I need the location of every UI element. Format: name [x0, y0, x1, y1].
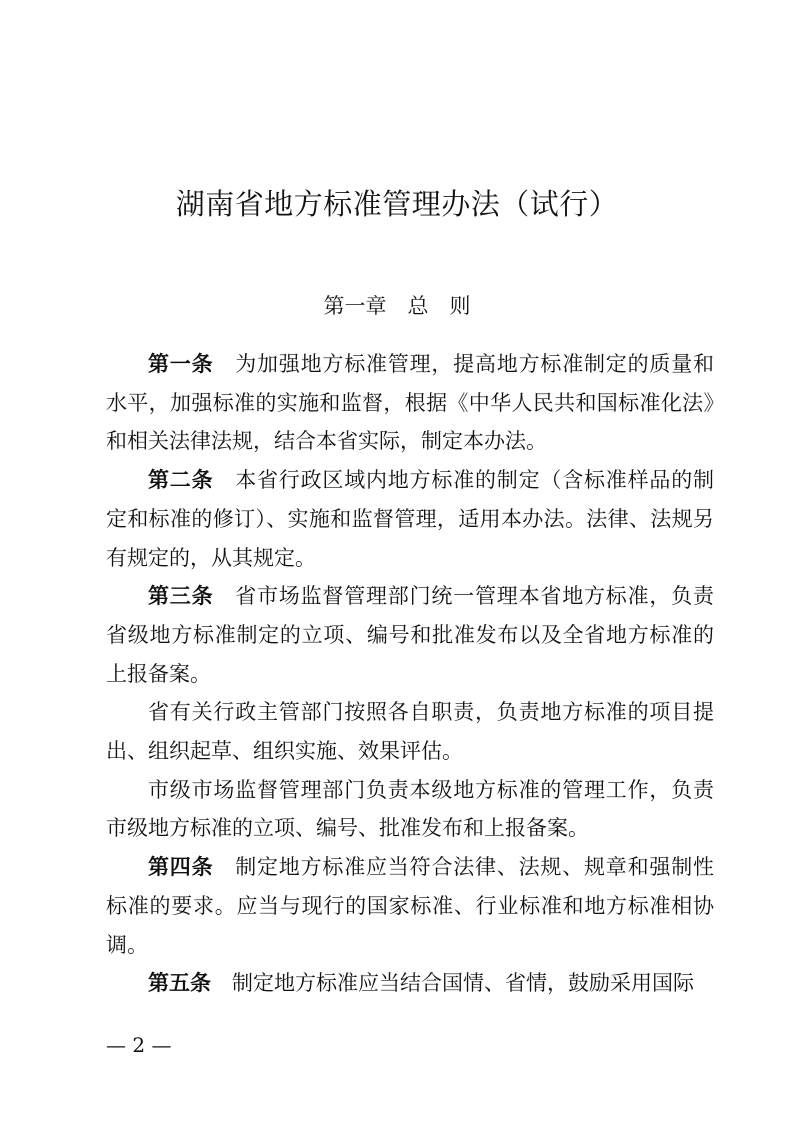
page-number: — 2 —	[106, 1033, 172, 1057]
article-1	[106, 345, 714, 461]
article-text: 为加强地方标准管理，提高地方标准制定的质量和水平，加强标准的实施和监督，根据《中华人民共和国标准化法》和相关法律法规，结合本省实际，制定本办法。	[106, 352, 715, 454]
article-text: 制定地方标准应当符合法律、法规、规章和强制性标准的要求。应当与现行的国家标准、行业标准和地方标准相协调。	[106, 855, 715, 957]
article-number: 第三条	[148, 584, 214, 609]
article-3-paragraph-3	[106, 771, 714, 848]
article-5	[106, 964, 714, 1003]
article-number: 第五条	[148, 971, 211, 996]
article-text: 省市场监督管理部门统一管理本省地方标准，负责省级地方标准制定的立项、编号和批准发布以及全省地方标准的上报备案。	[106, 584, 715, 686]
article-number: 第二条	[148, 468, 214, 493]
article-2	[106, 461, 714, 577]
article-text: 制定地方标准应当结合国情、省情，鼓励采用国际	[232, 971, 694, 996]
chapter-heading: 第一章 总 则	[323, 294, 471, 318]
paragraph-text: 省有关行政主管部门按照各自职责，负责地方标准的项目提出、组织起草、组织实施、效果评估。	[106, 700, 714, 764]
article-3-paragraph-2	[106, 693, 714, 770]
document-title: 湖南省地方标准管理办法（试行）	[175, 187, 619, 221]
article-number: 第四条	[148, 855, 214, 880]
article-3	[106, 577, 714, 693]
document-body	[106, 345, 714, 1003]
article-number: 第一条	[148, 352, 214, 376]
article-4	[106, 848, 714, 964]
paragraph-text: 市级市场监督管理部门负责本级地方标准的管理工作，负责市级地方标准的立项、编号、批准发布和上报备案。	[106, 777, 714, 841]
article-text: 本省行政区域内地方标准的制定（含标准样品的制定和标准的修订）、实施和监督管理，适用本办法。法律、法规另有规定的，从其规定。	[106, 468, 715, 570]
